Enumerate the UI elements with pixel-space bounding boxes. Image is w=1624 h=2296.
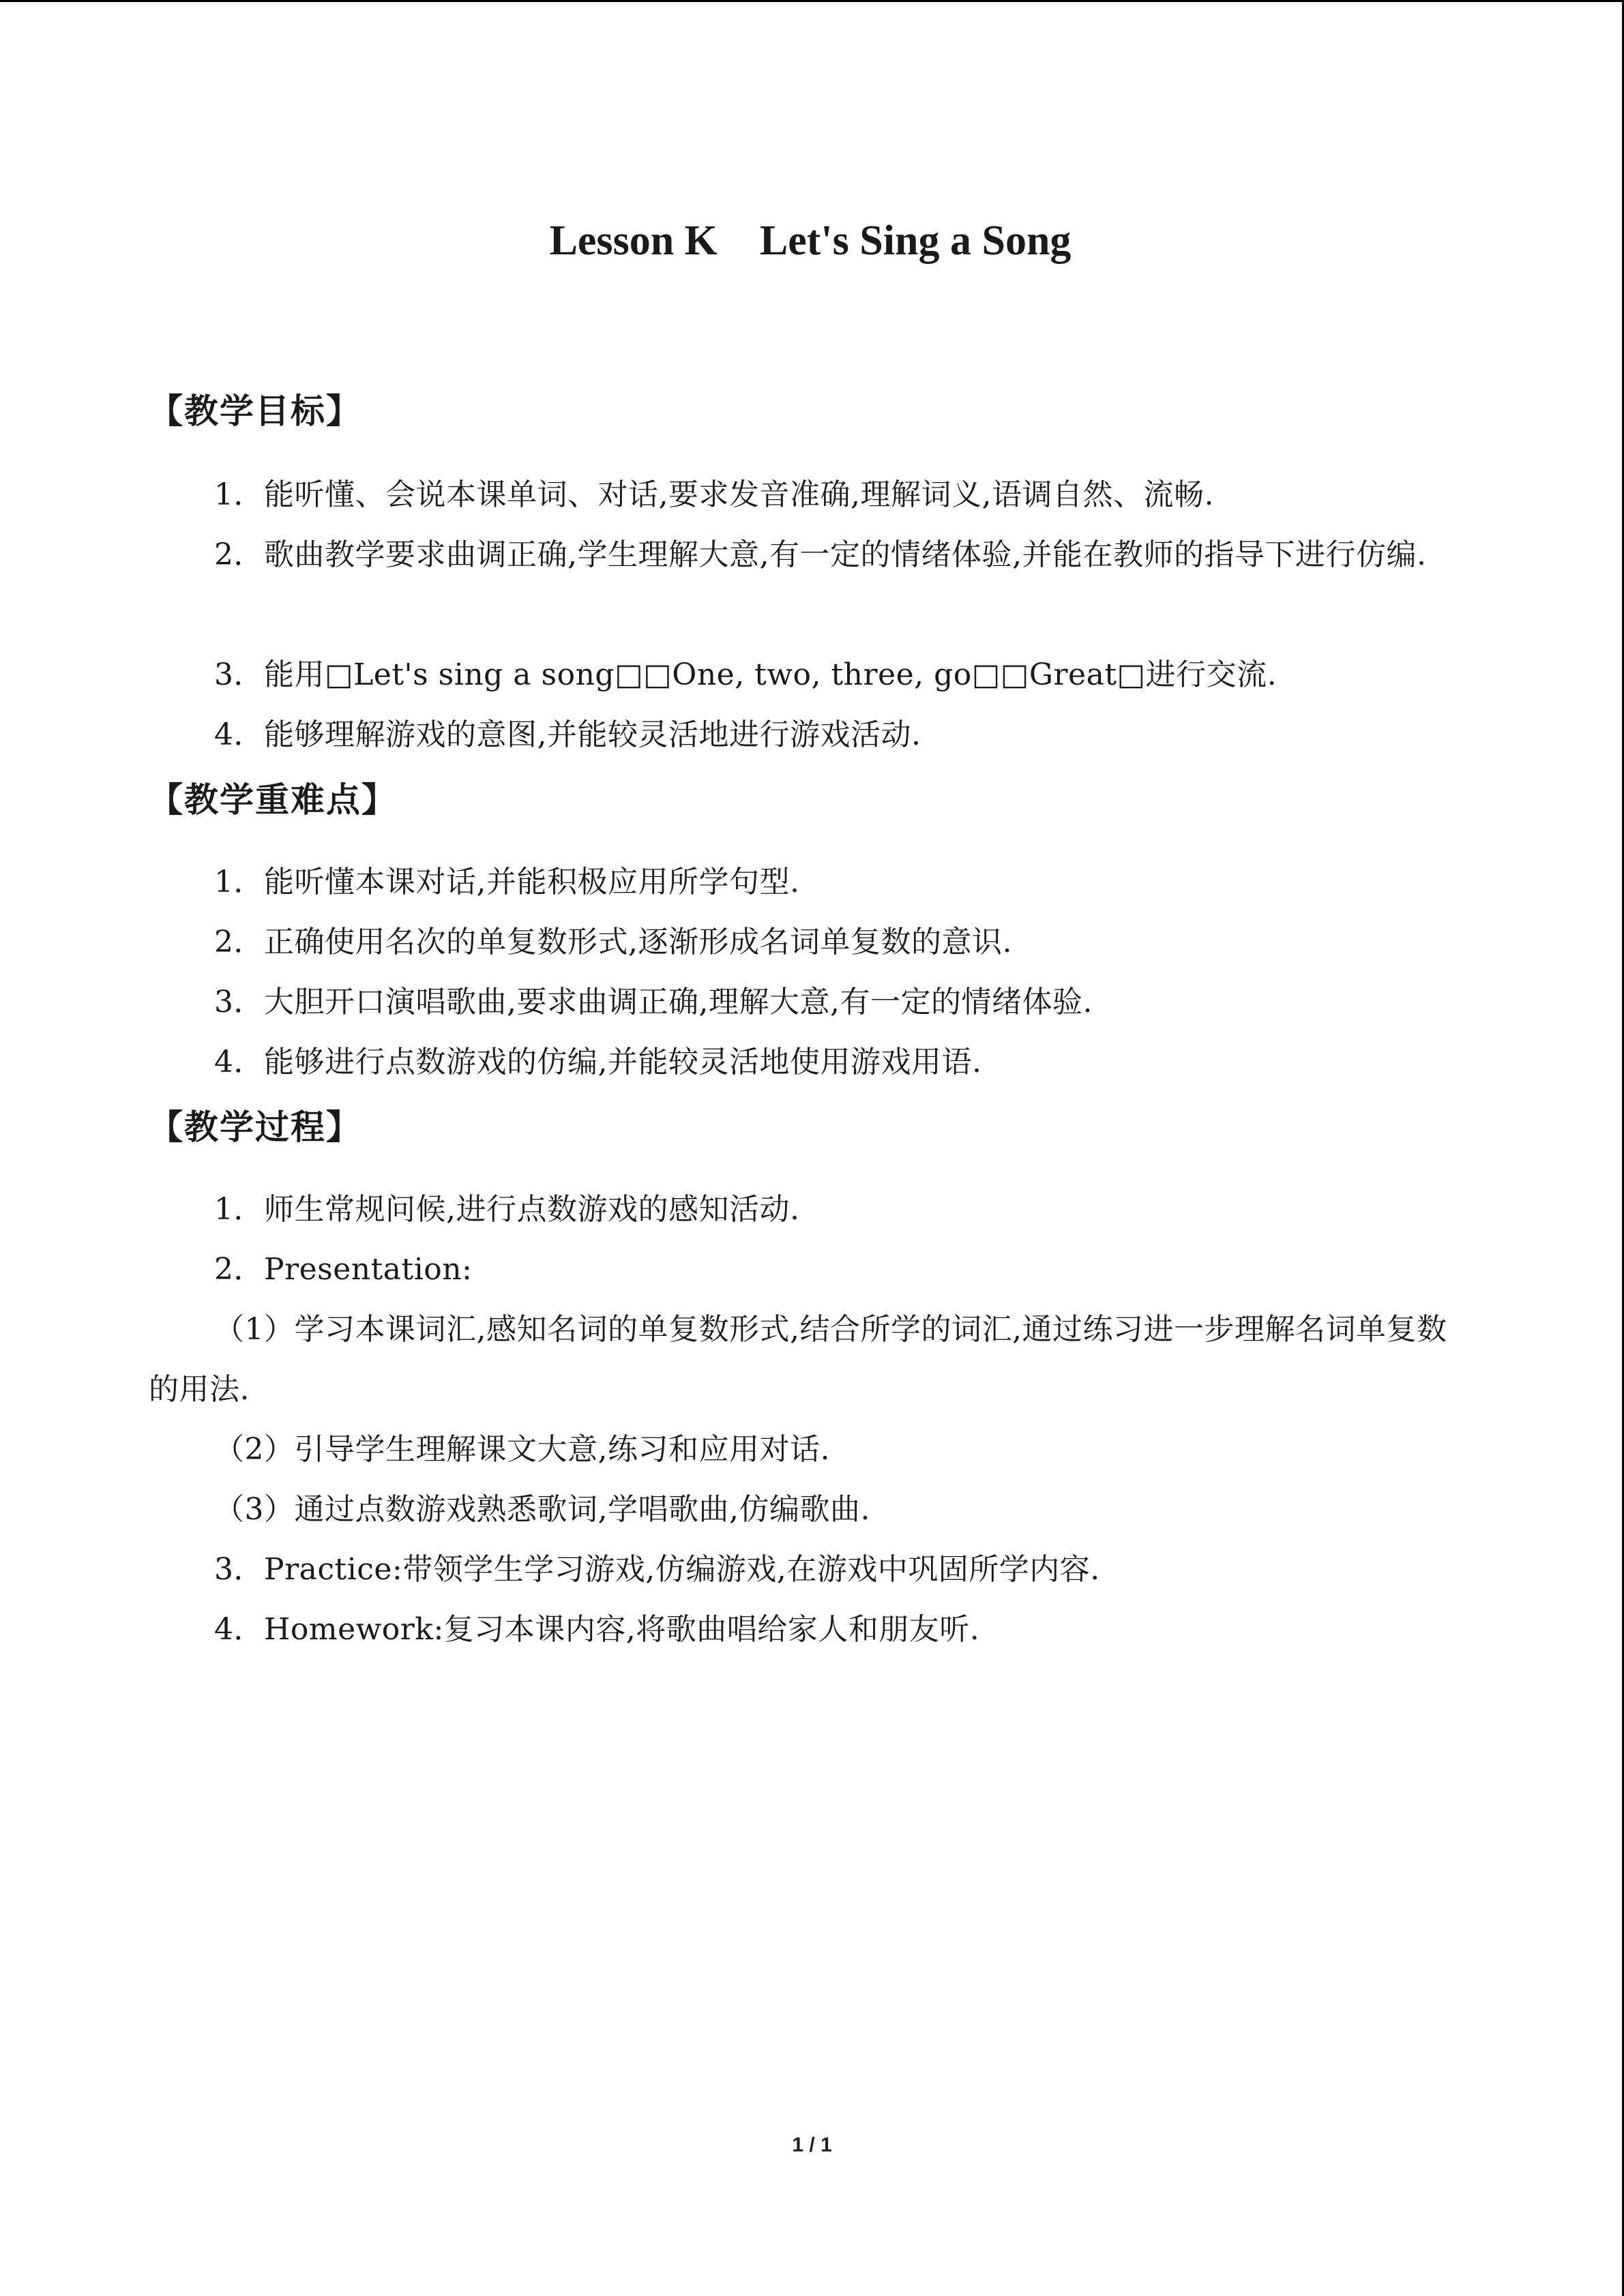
objective-item: 3．能用□Let's sing a song□□One, two, three, go□□Great□进行交流. (214, 657, 1278, 692)
objective-item: 4．能够理解游戏的意图,并能较灵活地进行游戏活动. (214, 717, 921, 752)
section-heading-key-points: 【教学重难点】 (149, 780, 397, 820)
key-point-item: 2．正确使用名次的单复数形式,逐渐形成名词单复数的意识. (214, 925, 1012, 959)
key-point-item: 4．能够进行点数游戏的仿编,并能较灵活地使用游戏用语. (214, 1045, 982, 1079)
key-point-item: 1．能听懂本课对话,并能积极应用所学句型. (214, 865, 800, 899)
process-subitem: （3）通过点数游戏熟悉歌词,学唱歌曲,仿编歌曲. (214, 1492, 870, 1527)
key-point-item: 3．大胆开口演唱歌曲,要求曲调正确,理解大意,有一定的情绪体验. (214, 985, 1093, 1019)
process-subitem: （1）学习本课词汇,感知名词的单复数形式,结合所学的词汇,通过练习进一步理解名词单复数的用法. (149, 1312, 1447, 1407)
objective-item: 1．能听懂、会说本课单词、对话,要求发音准确,理解词义,语调自然、流畅. (214, 477, 1214, 512)
process-subitem: （2）引导学生理解课文大意,练习和应用对话. (214, 1432, 830, 1467)
section-heading-process: 【教学过程】 (149, 1107, 361, 1147)
page-number: 1 / 1 (792, 2134, 832, 2156)
section-heading-objectives: 【教学目标】 (149, 391, 361, 431)
page-top-border (0, 0, 1624, 2)
process-item: 3．Practice:带领学生学习游戏,仿编游戏,在游戏中巩固所学内容. (214, 1552, 1100, 1587)
process-item: 2．Presentation: (214, 1252, 473, 1287)
objective-item: 2．歌曲教学要求曲调正确,学生理解大意,有一定的情绪体验,并能在教师的指导下进行仿编. (214, 537, 1427, 572)
process-item: 1．师生常规问候,进行点数游戏的感知活动. (214, 1192, 800, 1227)
document-title: Lesson K Let's Sing a Song (549, 218, 1072, 264)
process-item: 4．Homework:复习本课内容,将歌曲唱给家人和朋友听. (214, 1612, 980, 1647)
